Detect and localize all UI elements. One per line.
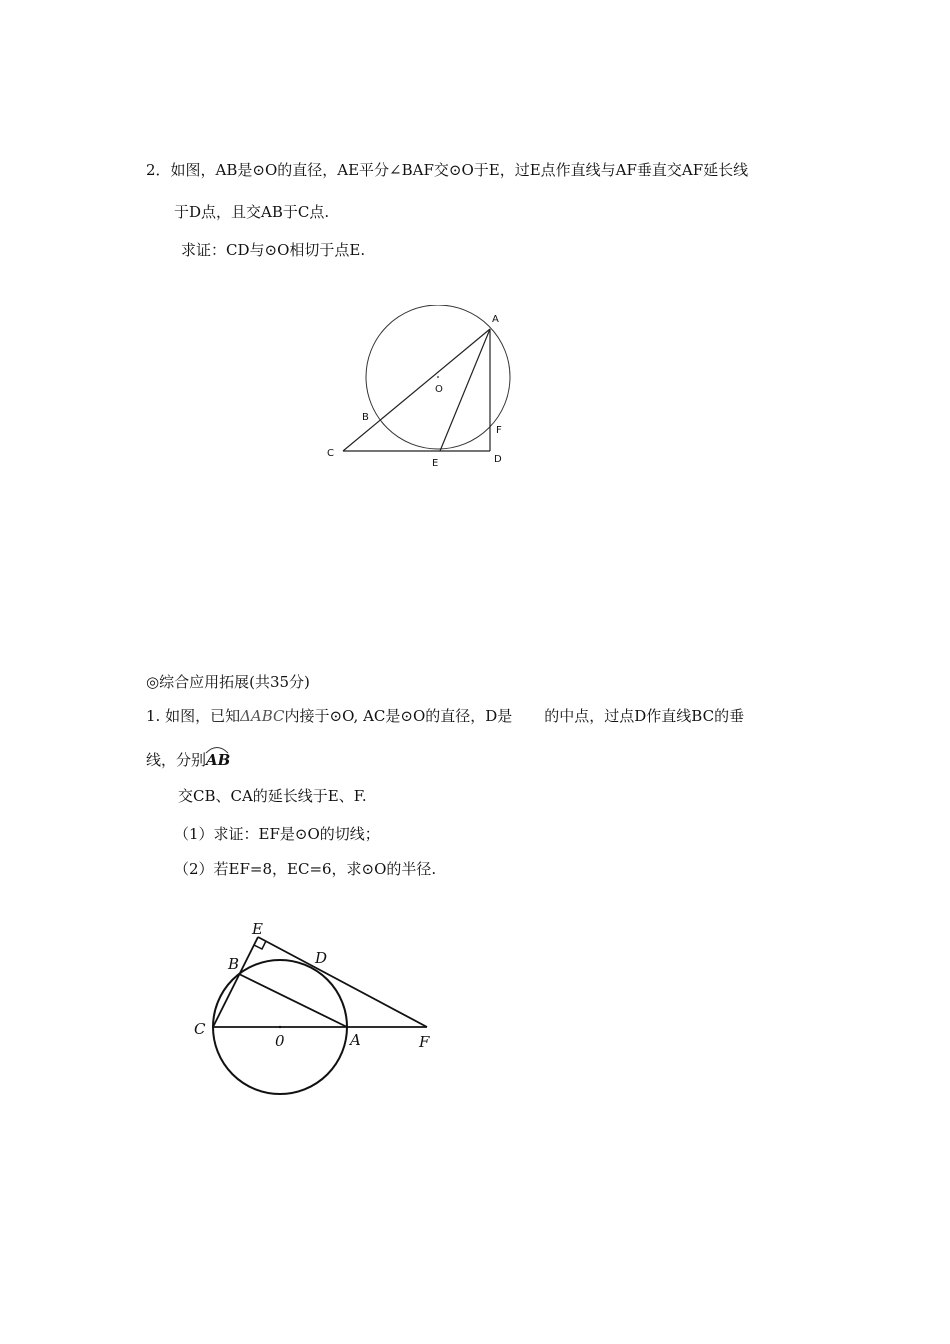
problem2-figure xyxy=(320,305,520,475)
label-e: E xyxy=(252,920,263,938)
section-title: ◎综合应用拓展(共35分) xyxy=(146,673,310,691)
triangle-abc: ΔABC xyxy=(240,707,285,725)
label-c: C xyxy=(327,448,334,459)
label-a: A xyxy=(492,314,499,325)
line-ef xyxy=(258,937,427,1027)
label-a: A xyxy=(350,1031,361,1049)
problem1-line-3: 交CB、CA的延长线于E、F. xyxy=(178,787,367,805)
center-dot xyxy=(437,376,439,378)
problem1-line-1-c: 的中点，过点D作直线BC的垂 xyxy=(544,707,745,725)
center-dot xyxy=(279,1026,281,1028)
problem1-q2: （2）若EF=8，EC=6，求⊙O的半径. xyxy=(174,860,437,878)
problem1-line-2 xyxy=(146,750,230,770)
problem2-line-2: 于D点，且交AB于C点. xyxy=(174,203,330,221)
line-ca xyxy=(343,329,490,451)
arc-ab: AB xyxy=(206,750,230,770)
problem1-line-1-a: 1. 如图，已知 xyxy=(146,707,241,725)
label-e: E xyxy=(432,458,439,469)
line-ce xyxy=(213,937,258,1027)
label-o: 0 xyxy=(275,1032,285,1050)
problem1-figure xyxy=(190,918,440,1103)
problem1-line-2-a: 线，分别 xyxy=(146,751,207,769)
problem1-line-1 xyxy=(146,706,744,726)
label-d: D xyxy=(315,949,328,967)
label-d: D xyxy=(494,454,502,465)
label-b: B xyxy=(228,955,240,973)
label-f: F xyxy=(496,425,502,436)
label-o: O xyxy=(435,384,443,395)
problem1-q1: （1）求证：EF是⊙O的切线； xyxy=(174,825,380,843)
label-f: F xyxy=(419,1033,430,1051)
label-c: C xyxy=(194,1020,206,1038)
arc-mark-icon xyxy=(204,744,230,754)
problem2-line-1: 2．如图，AB是⊙O的直径，AE平分∠BAF交⊙O于E，过E点作直线与AF垂直交AF延长线 xyxy=(146,161,749,179)
problem2-line-3: 求证：CD与⊙O相切于点E. xyxy=(181,241,366,259)
line-ae xyxy=(440,329,490,451)
problem1-line-1-b: 内接于⊙O, AC是⊙O的直径，D是 xyxy=(284,707,513,725)
label-b: B xyxy=(362,412,369,423)
